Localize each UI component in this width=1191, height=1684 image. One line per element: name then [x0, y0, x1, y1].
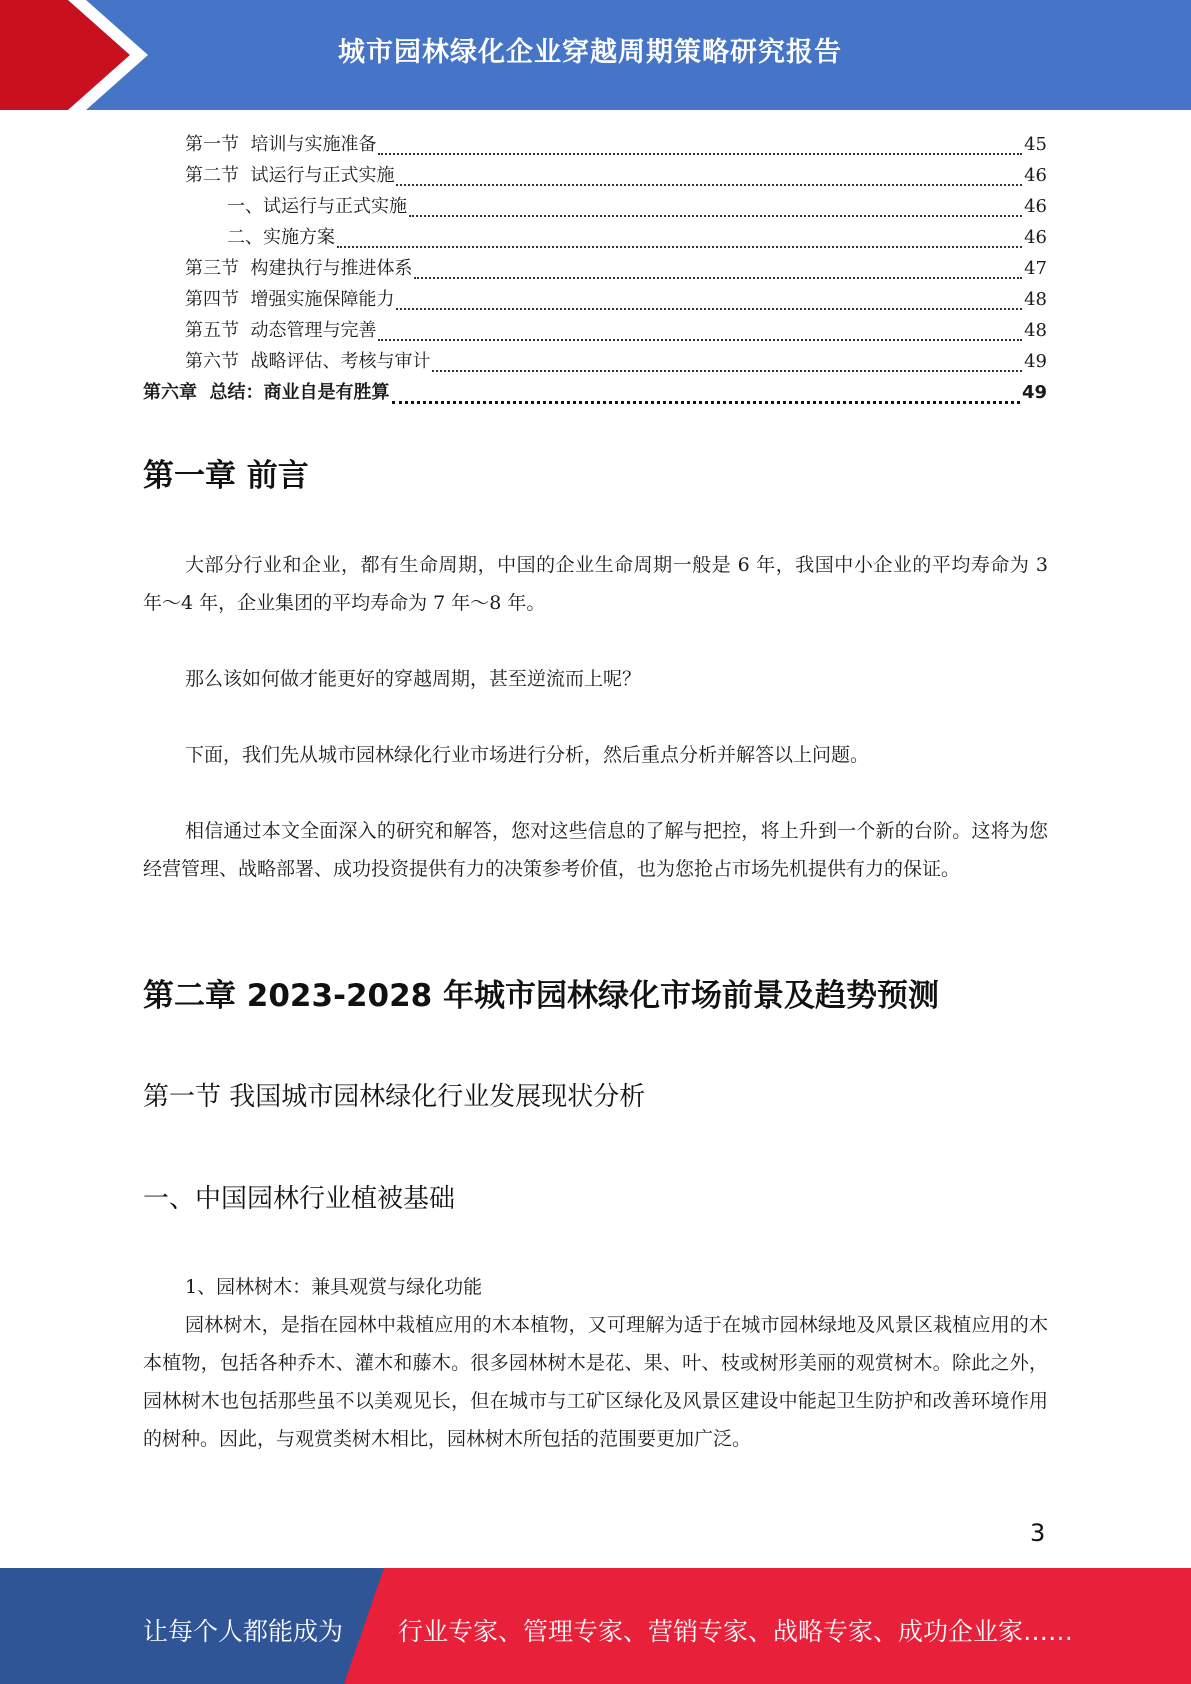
toc-entry-label: 第六节 战略评估、考核与审计	[185, 351, 431, 372]
toc-leader-dots	[378, 139, 1022, 155]
paragraph: 大部分行业和企业，都有生命周期，中国的企业生命周期一般是 6 年，我国中小企业的平均寿命为 3 年～4 年，企业集团的平均寿命为 7 年～8 年。	[143, 554, 1048, 614]
toc-entry-label: 第三节 构建执行与推进体系	[185, 258, 413, 279]
toc-leader-dots	[432, 356, 1022, 372]
toc-leader-dots	[392, 387, 1020, 404]
toc-entry-page: 45	[1024, 134, 1047, 155]
toc-entry-chapter[interactable]	[143, 378, 1047, 406]
chapter-heading: 第一章 前言	[143, 458, 309, 494]
toc-entry-page: 46	[1024, 165, 1047, 186]
toc-leader-dots	[409, 201, 1022, 217]
toc-entry-label: 一、试运行与正式实施	[227, 196, 407, 217]
toc-entry[interactable]	[185, 161, 1047, 189]
report-title: 城市园林绿化企业穿越周期策略研究报告	[338, 37, 842, 68]
page-footer	[0, 1568, 1191, 1684]
toc-entry[interactable]	[185, 285, 1047, 313]
toc-leader-dots	[396, 294, 1022, 310]
toc-leader-dots	[378, 325, 1022, 341]
item-heading: 1、园林树木：兼具观赏与绿化功能	[185, 1276, 483, 1298]
toc-entry-label: 二、实施方案	[227, 227, 335, 248]
toc-leader-dots	[414, 263, 1022, 279]
footer-slogan-left: 让每个人都能成为	[143, 1617, 344, 1646]
paragraph: 园林树木，是指在园林中栽植应用的木本植物，又可理解为适于在城市园林绿地及风景区栽植应用的木本植物，包括各种乔木、灌木和藤木。很多园林树木是花、果、叶、枝或树形美丽的观赏树木。除此之外，园林树木也包括那些虽不以美观见长，但在城市与工矿区绿化及风景区建设中能起卫生防护和改善环境作用的树种。因此，与观赏类树木相比，园林树木所包括的范围要更加广泛。	[143, 1314, 1048, 1450]
paragraph: 下面，我们先从城市园林绿化行业市场进行分析，然后重点分析并解答以上问题。	[185, 744, 870, 766]
toc-entry[interactable]	[185, 254, 1047, 282]
paragraph: 相信通过本文全面深入的研究和解答，您对这些信息的了解与把控，将上升到一个新的台阶。这将为您经营管理、战略部署、成功投资提供有力的决策参考价值，也为您抢占市场先机提供有力的保证。	[143, 820, 1048, 880]
toc-entry[interactable]	[185, 316, 1047, 344]
subsection-heading: 一、中国园林行业植被基础	[143, 1184, 456, 1214]
toc-entry-page: 49	[1024, 351, 1047, 372]
toc-leader-dots	[337, 232, 1022, 248]
page-header	[0, 0, 1191, 110]
toc-entry-label: 第一节 培训与实施准备	[185, 134, 377, 155]
toc-leader-dots	[396, 170, 1022, 186]
chapter-heading: 第二章 2023-2028 年城市园林绿化市场前景及趋势预测	[143, 978, 940, 1014]
toc-entry[interactable]	[227, 223, 1047, 251]
toc-entry-label: 第四节 增强实施保障能力	[185, 289, 395, 310]
toc-entry-page: 48	[1024, 289, 1047, 310]
toc-entry-page: 49	[1021, 382, 1047, 403]
toc-entry[interactable]	[227, 192, 1047, 220]
toc-entry[interactable]	[185, 347, 1047, 375]
toc-entry-page: 46	[1024, 196, 1047, 217]
footer-slogan-right: 行业专家、管理专家、营销专家、战略专家、成功企业家……	[398, 1617, 1074, 1646]
toc-entry-label: 第六章 总结：商业自是有胜算	[143, 382, 390, 403]
toc-entry-label: 第二节 试运行与正式实施	[185, 165, 395, 186]
toc-entry-page: 46	[1024, 227, 1047, 248]
toc-entry-page: 48	[1024, 320, 1047, 341]
section-heading: 第一节 我国城市园林绿化行业发展现状分析	[143, 1082, 646, 1112]
toc-entry-page: 47	[1024, 258, 1047, 279]
toc-entry-label: 第五节 动态管理与完善	[185, 320, 377, 341]
paragraph: 那么该如何做才能更好的穿越周期，甚至逆流而上呢？	[185, 668, 642, 690]
toc-entry[interactable]	[185, 130, 1047, 158]
page-number: 3	[1030, 1519, 1046, 1547]
